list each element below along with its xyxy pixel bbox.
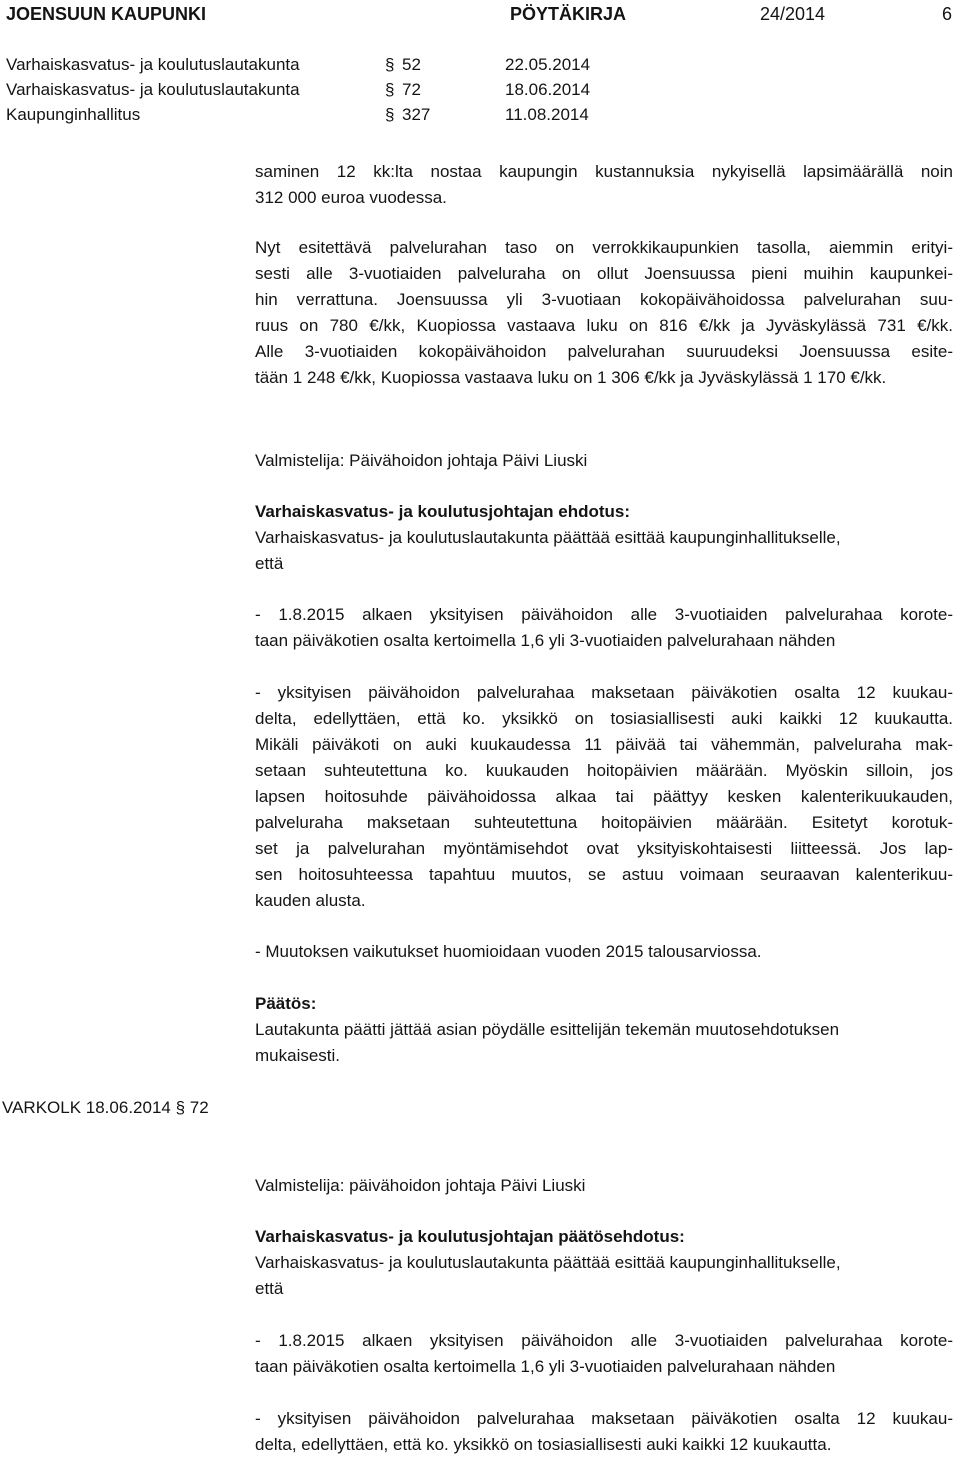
decision-heading: Päätös: <box>255 994 317 1013</box>
document-number: 24/2014 <box>760 4 826 24</box>
section-sign-icon: § <box>175 1098 186 1117</box>
text-line: että <box>255 1279 284 1298</box>
proposal-item <box>255 680 953 914</box>
text-line: - 1.8.2015 alkaen yksityisen päivähoidon alle 3-vuotiaiden palvelurahaa korote- <box>255 1331 953 1350</box>
text-line: Mikäli päiväkoti on auki kuukaudessa 11 päivää tai vähemmän, palveluraha mak- <box>255 735 953 754</box>
meta-row <box>6 52 300 78</box>
organization-name: JOENSUUN KAUPUNKI <box>6 4 207 24</box>
decision-proposal-item <box>255 1406 953 1458</box>
text-line: palveluraha maksetaan suhteutettuna hoitopäivien määrään. Esitetyt korotuk- <box>255 813 953 832</box>
text-line: kauden alusta. <box>255 891 366 910</box>
proposal-item: - Muutoksen vaikutukset huomioidaan vuoden 2015 talousarviossa. <box>255 942 762 961</box>
decision-proposal-text <box>255 1250 953 1302</box>
preparer-line: Valmistelija: päivähoidon johtaja Päivi Liuski <box>255 1176 586 1195</box>
text-line: ruus on 780 €/kk, Kuopiossa vastaava luku on 816 €/kk ja Jyväskylässä 731 €/kk. <box>255 316 953 335</box>
text-line: että <box>255 554 284 573</box>
text-line: - yksityisen päivähoidon palvelurahaa maksetaan päiväkotien osalta 12 kuukau- <box>255 683 953 702</box>
text-line: Varhaiskasvatus- ja koulutuslautakunta päättää esittää kaupunginhallitukselle, <box>255 1253 841 1272</box>
text-line: set ja palvelurahan myöntämisehdot ovat yksityiskohtaisesti liitteessä. Jos lap- <box>255 839 953 858</box>
meta-section-number: 52 <box>402 55 421 74</box>
text-line: hin verrattuna. Joensuussa yli 3-vuotiaan kokopäivähoidossa palvelurahan suu- <box>255 290 953 309</box>
text-line: delta, edellyttäen, että ko. yksikkö on tosiasiallisesti auki kaikki 12 kuukautta. <box>255 1435 832 1454</box>
meta-body: Varhaiskasvatus- ja koulutuslautakunta <box>6 80 300 99</box>
meta-section-number: 327 <box>402 105 431 124</box>
meta-date: 18.06.2014 <box>505 80 591 99</box>
text-line: mukaisesti. <box>255 1046 341 1065</box>
document-type: PÖYTÄKIRJA <box>510 4 627 24</box>
text-line: - 1.8.2015 alkaen yksityisen päivähoidon alle 3-vuotiaiden palvelurahaa korote- <box>255 605 953 624</box>
text-line: lapsen hoitosuhde päivähoidossa alkaa tai päättyy kesken kalenterikuukauden, <box>255 787 953 806</box>
text-line: saminen 12 kk:lta nostaa kaupungin kustannuksia nykyisellä lapsimäärällä noin <box>255 162 953 181</box>
section-sign-icon: § <box>385 105 395 124</box>
text-line: Varhaiskasvatus- ja koulutuslautakunta päättää esittää kaupunginhallitukselle, <box>255 528 841 547</box>
text-line: Nyt esitettävä palvelurahan taso on verrokkikaupunkien tasolla, aiemmin erityi- <box>255 238 953 257</box>
tariff-paragraph <box>255 235 953 391</box>
meta-date: 11.08.2014 <box>505 105 589 124</box>
proposal-item <box>255 602 953 654</box>
meta-section-number: 72 <box>402 80 421 99</box>
meta-body: Varhaiskasvatus- ja koulutuslautakunta <box>6 55 300 74</box>
intro-paragraph <box>255 159 953 211</box>
text-line: - yksityisen päivähoidon palvelurahaa maksetaan päiväkotien osalta 12 kuukau- <box>255 1409 953 1428</box>
text-line: delta, edellyttäen, että ko. yksikkö on tosiasiallisesti auki kaikki 12 kuukautta. <box>255 709 953 728</box>
preparer-line: Valmistelija: Päivähoidon johtaja Päivi Liuski <box>255 451 588 470</box>
meeting-reference <box>2 1095 209 1121</box>
proposal-text <box>255 525 953 577</box>
meeting-section-number: 72 <box>189 1098 209 1117</box>
meta-body: Kaupunginhallitus <box>6 105 141 124</box>
text-line: tään 1 248 €/kk, Kuopiossa vastaava luku on 1 306 €/kk ja Jyväskylässä 1 170 €/kk. <box>255 368 887 387</box>
proposal-heading: Varhaiskasvatus- ja koulutusjohtajan ehdotus: <box>255 502 631 521</box>
page-number: 6 <box>942 4 953 24</box>
meta-row <box>6 77 300 103</box>
text-line: setaan suhteutettuna ko. kuukauden hoitopäivien määrään. Myöskin silloin, jos <box>255 761 953 780</box>
text-line: sesti alle 3-vuotiaiden palveluraha on ollut Joensuussa pieni muihin kaupunkei- <box>255 264 953 283</box>
text-line: Lautakunta päätti jättää asian pöydälle esittelijän tekemän muutosehdotuksen <box>255 1020 840 1039</box>
text-line: Alle 3-vuotiaiden kokopäivähoidon palvelurahan suuruudeksi Joensuussa esite- <box>255 342 953 361</box>
meta-row <box>6 102 140 128</box>
decision-proposal-item <box>255 1328 953 1380</box>
meeting-label: VARKOLK 18.06.2014 <box>2 1098 171 1117</box>
text-line: 312 000 euroa vuodessa. <box>255 188 447 207</box>
decision-proposal-heading: Varhaiskasvatus- ja koulutusjohtajan päätösehdotus: <box>255 1227 685 1246</box>
meta-date: 22.05.2014 <box>505 55 591 74</box>
text-line: sen hoitosuhteessa tapahtuu muutos, se astuu voimaan seuraavan kalenterikuu- <box>255 865 953 884</box>
section-sign-icon: § <box>385 55 395 74</box>
section-sign-icon: § <box>385 80 395 99</box>
decision-text <box>255 1017 953 1069</box>
text-line: taan päiväkotien osalta kertoimella 1,6 yli 3-vuotiaiden palvelurahaan nähden <box>255 631 836 650</box>
text-line: taan päiväkotien osalta kertoimella 1,6 yli 3-vuotiaiden palvelurahaan nähden <box>255 1357 836 1376</box>
